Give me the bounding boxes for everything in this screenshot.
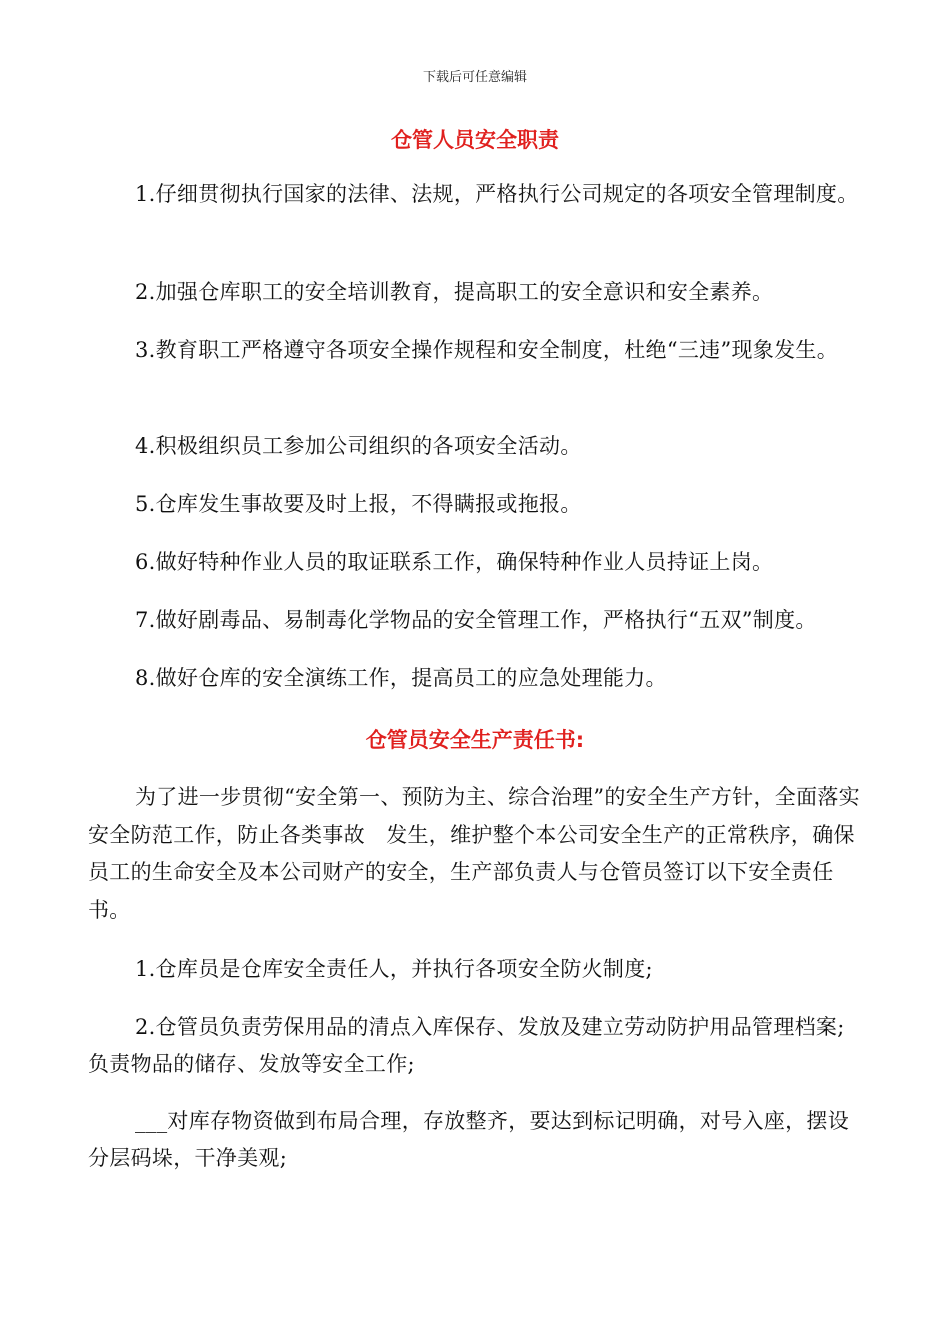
paragraph-item-5: 5.仓库发生事故要及时上报，不得瞒报或拖报。 <box>135 492 582 516</box>
paragraph-item-1: 1.仔细贯彻执行国家的法律、法规，严格执行公司规定的各项安全管理制度。 <box>135 182 859 206</box>
section-title-responsibilities: 仓管人员安全职责 <box>391 128 559 152</box>
paragraph-item-3: 3.教育职工严格遵守各项安全操作规程和安全制度，杜绝“三违”现象发生。 <box>135 338 839 362</box>
paragraph-item-8: 8.做好仓库的安全演练工作，提高员工的应急处理能力。 <box>135 666 667 690</box>
paragraph-item-2: 2.加强仓库职工的安全培训教育，提高职工的安全意识和安全素养。 <box>135 280 774 304</box>
section-title-agreement: 仓管员安全生产责任书: <box>365 728 585 752</box>
paragraph-item-7: 7.做好剧毒品、易制毒化学物品的安全管理工作，严格执行“五双”制度。 <box>135 608 817 632</box>
agreement-item-1: 1.仓库员是仓库安全责任人，并执行各项安全防火制度; <box>135 957 653 981</box>
agreement-item-2: 2.仓管员负责劳保用品的清点入库保存、发放及建立劳动防护用品管理档案;负责物品的储存、发放等安全工作; <box>88 1015 845 1076</box>
paragraph-item-4: 4.积极组织员工参加公司组织的各项安全活动。 <box>135 434 582 458</box>
agreement-intro: 为了进一步贯彻“安全第一、预防为主、综合治理”的安全生产方针，全面落实安全防范工作，防止各类事故 发生，维护整个本公司安全生产的正常秩序，确保员工的生命安全及本公司财产的安全，生产部负责人与仓管员签订以下安全责任书。 <box>88 785 860 922</box>
header-note: 下载后可任意编辑 <box>422 70 527 85</box>
paragraph-item-6: 6.做好特种作业人员的取证联系工作，确保特种作业人员持证上岗。 <box>135 550 774 574</box>
agreement-item-3: ___对库存物资做到布局合理，存放整齐，要达到标记明确，对号入座，摆设分层码垛，干净美观; <box>88 1109 849 1170</box>
